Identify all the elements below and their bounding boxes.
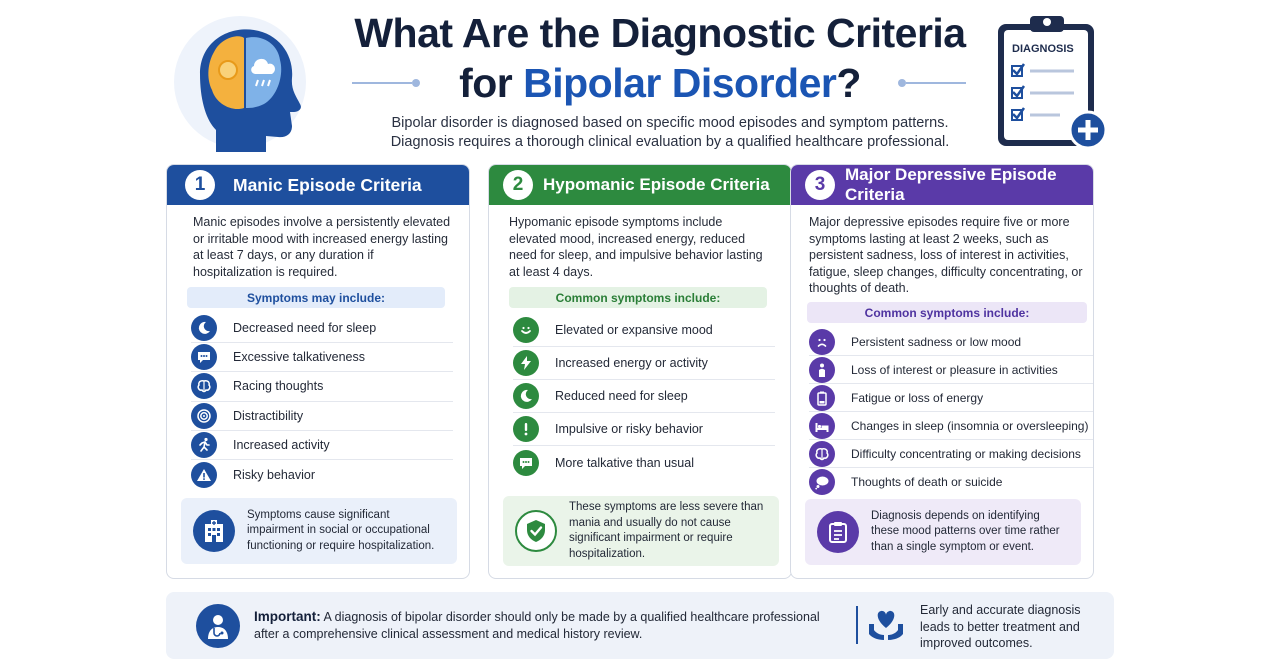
list-item: Excessive talkativeness — [191, 343, 453, 372]
card-number: 3 — [805, 170, 835, 200]
card-title: Hypomanic Episode Criteria — [543, 175, 770, 194]
speech-bubble-icon — [513, 450, 539, 476]
shield-check-icon — [515, 510, 557, 552]
important-label: Important: — [254, 609, 321, 624]
symptom-list — [809, 328, 1094, 496]
card-note: These symptoms are less severe than mania and usually do not cause significant impairment or require hospitalization. — [503, 496, 779, 566]
card-description: Manic episodes involve a persistently elevated or irritable mood with increased energy lasting at least 7 days, or any duration if hospitalization is required. — [193, 215, 451, 279]
card-number: 1 — [185, 170, 215, 200]
symptoms-pill: Common symptoms include: — [807, 302, 1087, 323]
list-item: Elevated or expansive mood — [513, 314, 775, 347]
important-note: Important: A diagnosis of bipolar disorder should only be made by a qualified healthcare professional after a comprehensive clinical assessment and medical history review. — [254, 609, 820, 641]
major-depressive-episode-card — [790, 164, 1094, 579]
speech-bubble-icon — [191, 344, 217, 370]
card-note: Symptoms cause significant impairment in social or occupational functioning or require hospitalization. — [181, 498, 457, 564]
list-item: Decreased need for sleep — [191, 314, 453, 343]
brain-icon — [809, 441, 835, 467]
lightning-icon — [513, 350, 539, 376]
exclamation-icon — [513, 416, 539, 442]
manic-episode-card — [166, 164, 470, 579]
list-item: Thoughts of death or suicide — [809, 468, 1094, 496]
list-item: Increased energy or activity — [513, 347, 775, 380]
list-item: Risky behavior — [191, 460, 453, 489]
card-note: Diagnosis depends on identifying these mood patterns over time rather than a single symptom or event. — [805, 499, 1081, 565]
list-item: Persistent sadness or low mood — [809, 328, 1094, 356]
card-header — [489, 165, 791, 205]
battery-low-icon — [809, 385, 835, 411]
moon-icon — [191, 315, 217, 341]
title-accent: Bipolar Disorder — [523, 60, 837, 106]
person-icon — [809, 357, 835, 383]
footer-divider — [856, 606, 858, 644]
target-icon — [191, 403, 217, 429]
smile-icon — [513, 317, 539, 343]
clipboard-label: DIAGNOSIS — [1012, 43, 1074, 55]
card-title: Major Depressive Episode Criteria — [845, 165, 1057, 204]
hospital-icon — [193, 510, 235, 552]
page-title-line-2: for Bipolar Disorder? — [459, 60, 861, 106]
list-item: Distractibility — [191, 402, 453, 431]
brain-head-illustration — [170, 12, 310, 152]
list-item: Loss of interest or pleasure in activities — [809, 356, 1094, 384]
clipboard-icon — [817, 511, 859, 553]
list-item: Impulsive or risky behavior — [513, 413, 775, 446]
heart-hands-icon — [866, 604, 906, 644]
outcome-note: Early and accurate diagnosis leads to better treatment and improved outcomes. — [920, 603, 1081, 650]
thought-bubble-icon — [809, 469, 835, 495]
list-item: More talkative than usual — [513, 446, 775, 479]
card-header — [167, 165, 469, 205]
list-item: Changes in sleep (insomnia or oversleeping) — [809, 412, 1094, 440]
list-item: Difficulty concentrating or making decisions — [809, 440, 1094, 468]
list-item: Increased activity — [191, 431, 453, 460]
list-item: Racing thoughts — [191, 372, 453, 401]
symptoms-pill: Symptoms may include: — [187, 287, 445, 308]
brain-icon — [191, 373, 217, 399]
symptom-list — [513, 314, 775, 479]
hypomanic-episode-card — [488, 164, 792, 579]
card-title: Manic Episode Criteria — [233, 174, 422, 195]
card-header — [791, 165, 1093, 205]
symptom-list — [191, 314, 453, 489]
sad-face-icon — [809, 329, 835, 355]
card-description: Major depressive episodes require five or more symptoms lasting at least 2 weeks, such as persistent sadness, loss of interest in activities, fatigue, sleep changes, difficulty concentrating, or thoughts of death. — [809, 215, 1083, 295]
list-item: Reduced need for sleep — [513, 380, 775, 413]
moon-icon — [513, 383, 539, 409]
doctor-icon — [196, 604, 240, 648]
diagnosis-clipboard-icon — [990, 12, 1110, 152]
card-number: 2 — [503, 170, 533, 200]
card-description: Hypomanic episode symptoms include elevated mood, increased energy, reduced need for sleep, and impulsive behavior lasting at least 4 days. — [509, 215, 763, 279]
page-title-line-1: What Are the Diagnostic Criteria — [354, 10, 966, 56]
running-person-icon — [191, 432, 217, 458]
footer-banner — [166, 592, 1114, 659]
symptoms-pill: Common symptoms include: — [509, 287, 767, 308]
warning-icon — [191, 462, 217, 488]
bed-icon — [809, 413, 835, 439]
intro-text: Bipolar disorder is diagnosed based on specific mood episodes and symptom patterns. Diagnosis requires a thorough clinical evaluation by a qualified healthcare professional. — [390, 115, 950, 150]
list-item: Fatigue or loss of energy — [809, 384, 1094, 412]
